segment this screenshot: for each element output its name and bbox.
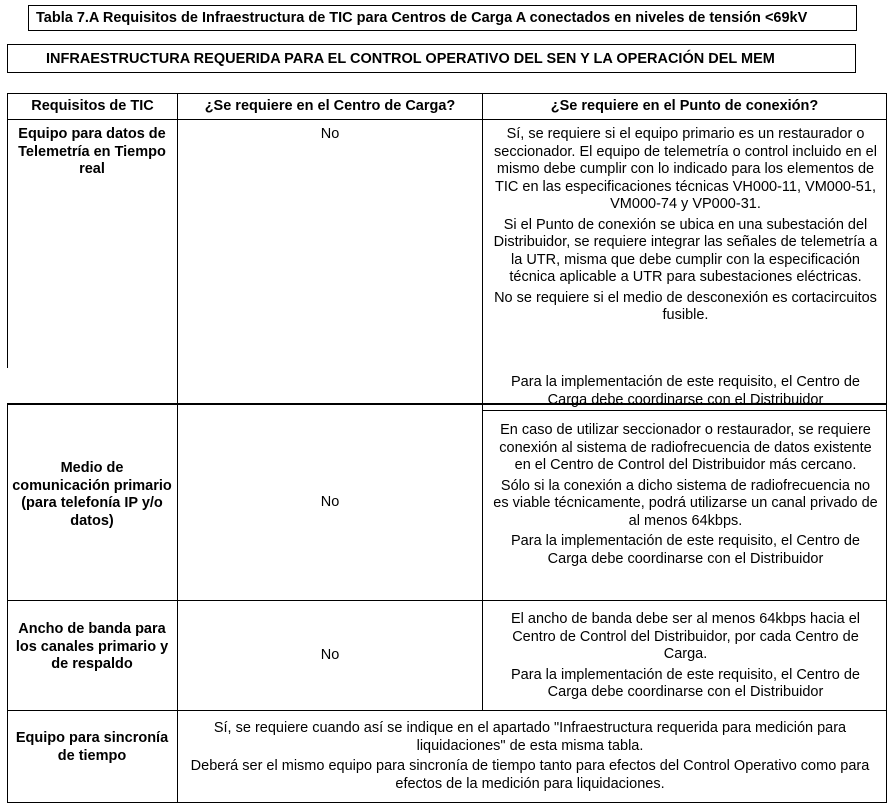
- row1-punto-text: [493, 126, 878, 328]
- row3-requirement: Ancho de banda para los canales primario y de respaldo: [15, 621, 169, 672]
- row4-merged-para2: Deberá ser el mismo equipo para sincronía de tiempo tanto para efectos del Control Operativo como para efectos de la medición para liquidaciones.: [190, 758, 870, 792]
- row4-requirement: Equipo para sincronía de tiempo: [15, 730, 169, 764]
- row1-punto-continuation: Para la implementación de este requisito, el Centro de Carga debe coordinarse con el Distribuidor: [511, 374, 860, 408]
- row3-punto-para2: Para la implementación de este requisito, el Centro de Carga debe coordinarse con el Distribuidor: [511, 666, 860, 700]
- row1-punto-para2: Si el Punto de conexión se ubica en una subestación del Distribuidor, se requiere integrar las señales de telemetría a la UTR, misma que debe cumplir con la especificación técnica aplicable a UTR para subestaciones eléctricas.: [493, 216, 878, 285]
- header-punto-conexion: ¿Se requiere en el Punto de conexión?: [550, 98, 819, 114]
- row2-centro-value: No: [320, 494, 340, 510]
- row3-punto-text: [493, 611, 878, 705]
- header-requisitos: Requisitos de TIC: [31, 98, 154, 114]
- row2-punto-para1: En caso de utilizar seccionador o restaurador, se requiere conexión al sistema de radiofrecuencia de datos existente en el Centro de Control del Distribuidor más cercano.: [499, 422, 872, 473]
- table-caption-text: Tabla 7.A Requisitos de Infraestructura de TIC para Centros de Carga A conectados en niveles de tensión <69kV: [36, 10, 808, 26]
- row1-punto-para1: Sí, se requiere si el equipo primario es un restaurador o seccionador. El equipo de telemetría o control incluido en el mismo debe cumplir con lo indicado para los elementos de TIC en las especificaciones técnicas VH000-11, VM000-51, VM000-74 y VP000-31.: [494, 126, 877, 212]
- table-caption: [28, 5, 857, 31]
- row1-punto-para3: No se requiere si el medio de desconexión es cortacircuitos fusible.: [494, 289, 877, 323]
- row1-requirement: Equipo para datos de Telemetría en Tiempo real: [18, 126, 166, 177]
- row2-requirement: Medio de comunicación primario (para telefonía IP y/o datos): [12, 460, 172, 529]
- row3-centro-value: No: [320, 647, 340, 663]
- row2-punto-text: [493, 422, 878, 571]
- row2-punto-para3: Para la implementación de este requisito, el Centro de Carga debe coordinarse con el Distribuidor: [511, 533, 860, 567]
- row4-merged-text: [190, 720, 870, 796]
- row4-merged-para1: Sí, se requiere cuando así se indique en el apartado "Infraestructura requerida para medición para liquidaciones" de esta misma tabla.: [213, 720, 847, 754]
- section-banner: INFRAESTRUCTURA REQUERIDA PARA EL CONTROL OPERATIVO DEL SEN Y LA OPERACIÓN DEL MEM: [7, 44, 856, 73]
- row3-punto-para1: El ancho de banda debe ser al menos 64kbps hacia el Centro de Control del Distribuidor, por cada Centro de Carga.: [510, 611, 861, 662]
- row2-punto-para2: Sólo si la conexión a dicho sistema de radiofrecuencia no es viable técnicamente, podrá utilizarse un canal privado de al menos 64kbps.: [493, 477, 878, 529]
- row1-centro-value: No: [320, 126, 340, 142]
- header-centro-carga: ¿Se requiere en el Centro de Carga?: [204, 98, 456, 114]
